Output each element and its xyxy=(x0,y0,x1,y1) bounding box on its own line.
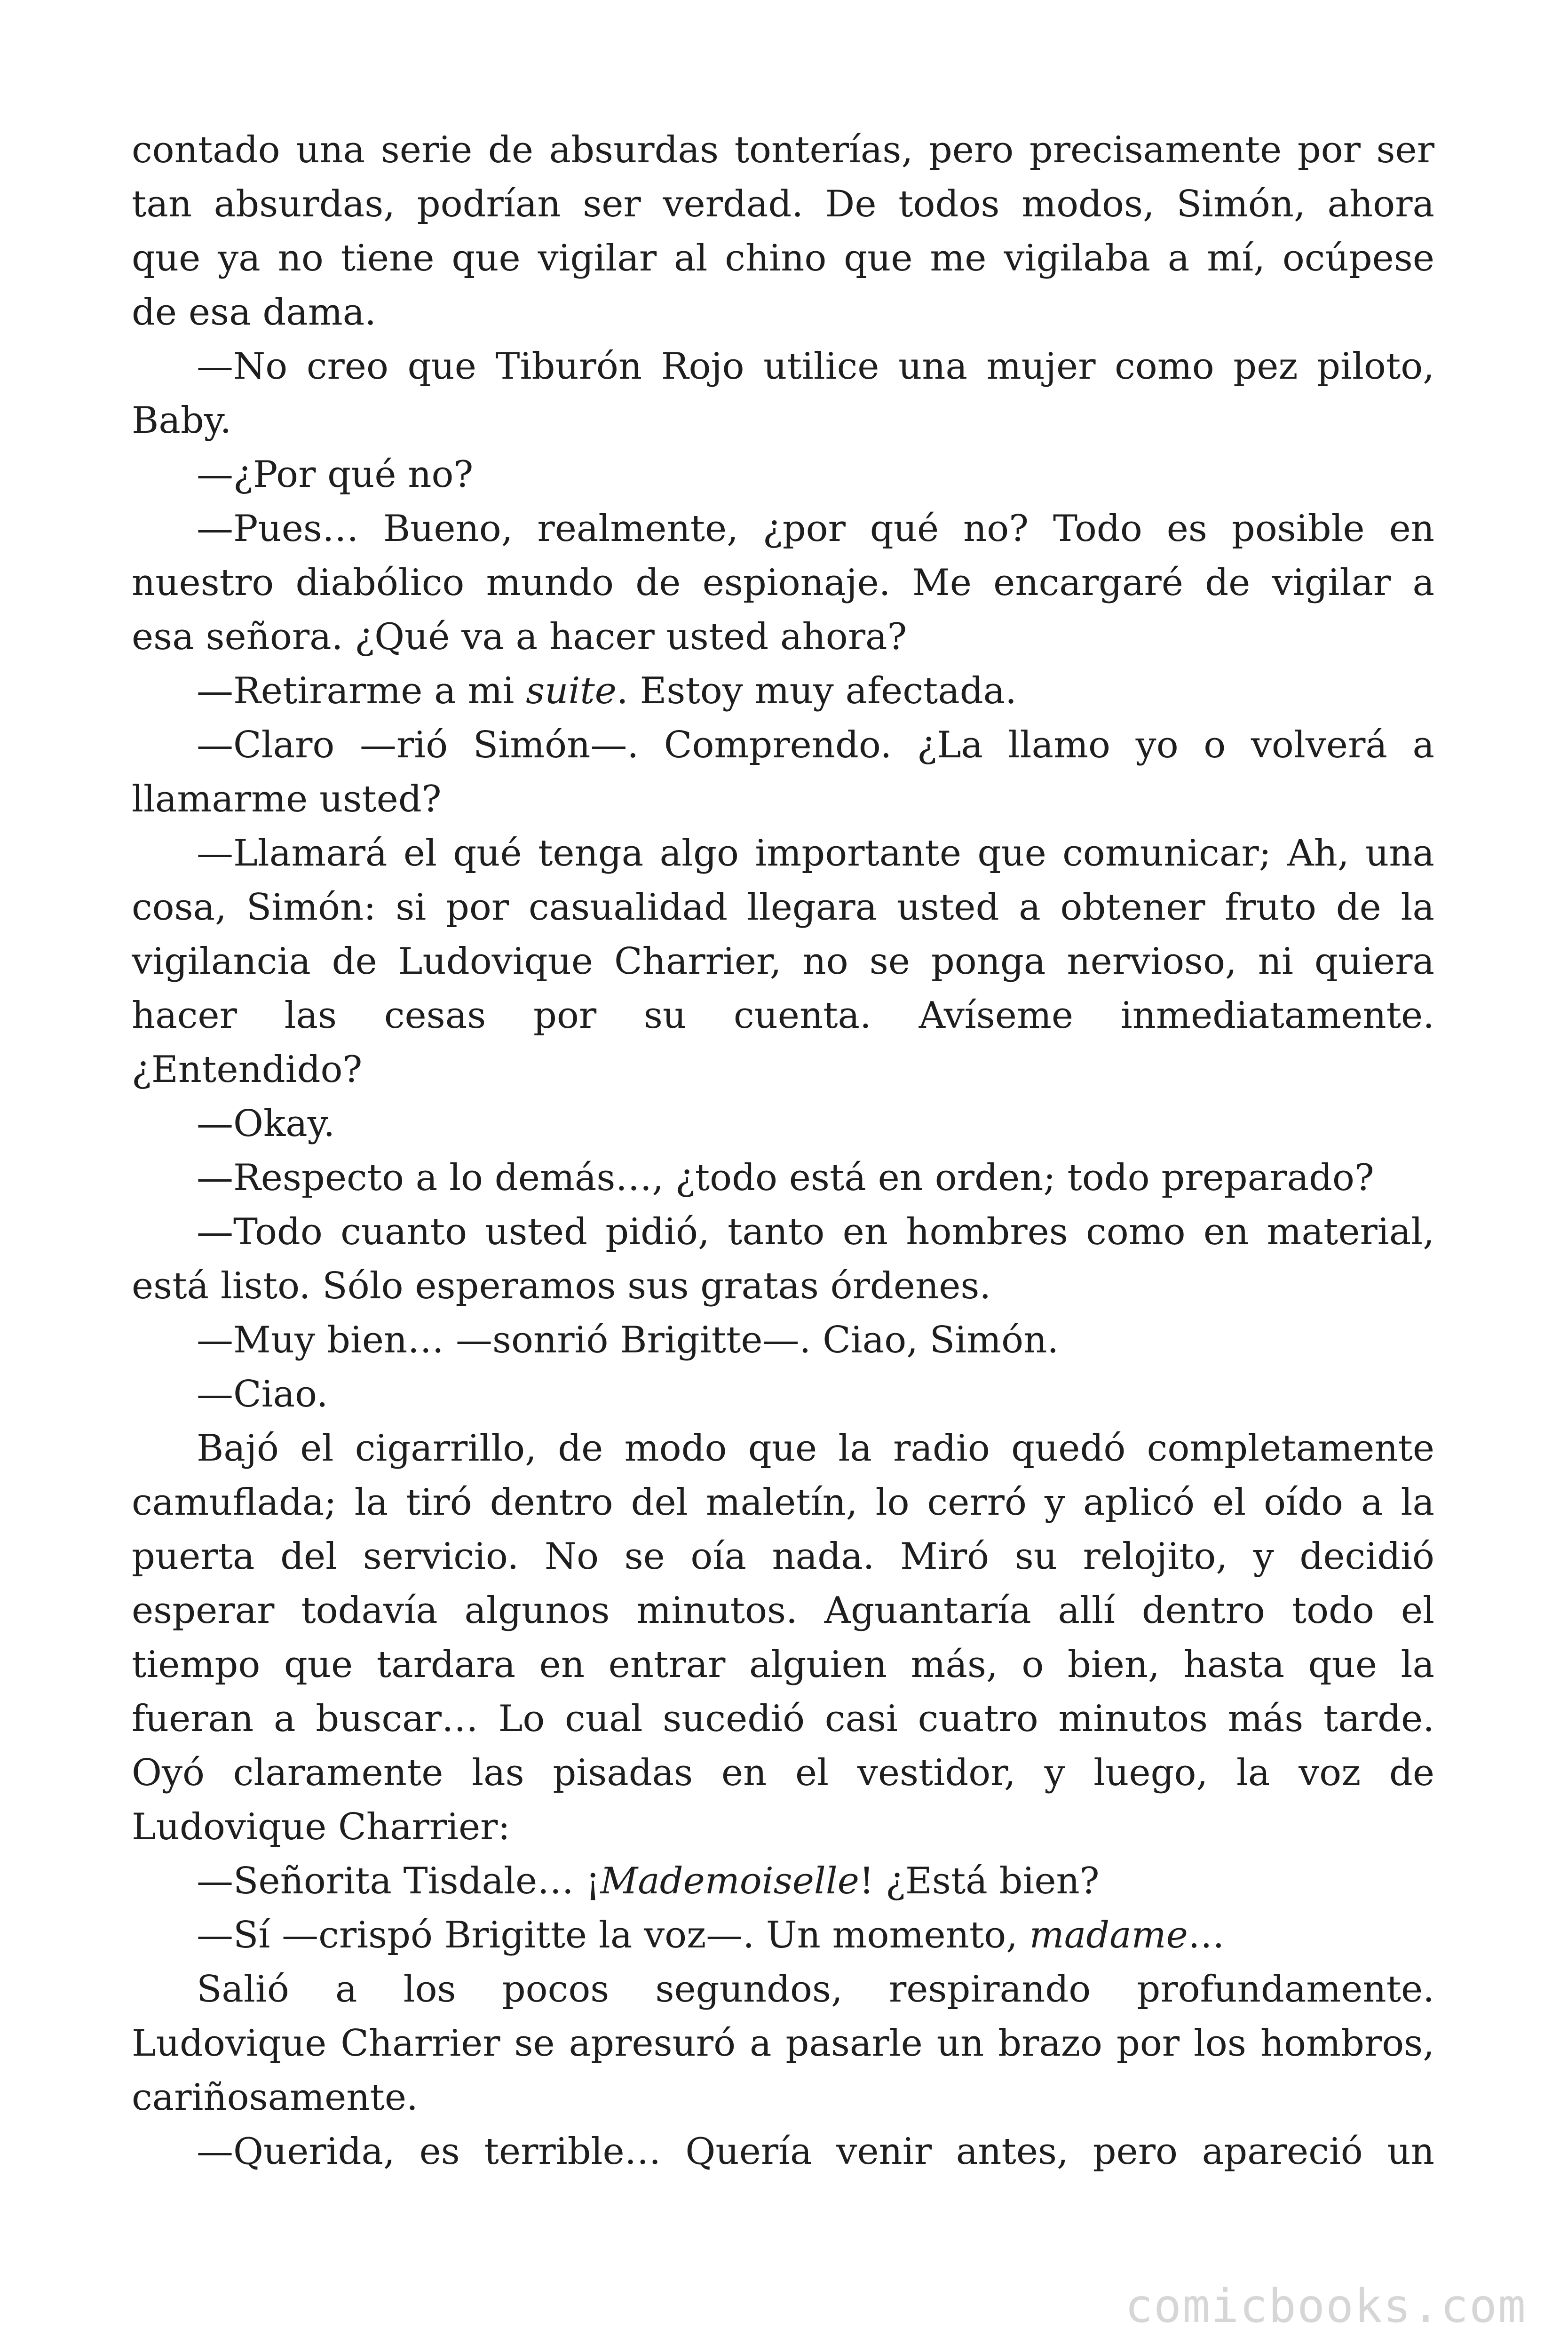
text-line xyxy=(132,177,1434,231)
text-line xyxy=(132,989,1434,1043)
text-segment: vigilancia de Ludovique Charrier, no se ponga nervioso, ni quiera xyxy=(132,940,1434,983)
text-line xyxy=(132,2125,1434,2179)
text-line xyxy=(132,502,1434,556)
text-line xyxy=(132,1854,1434,1908)
text-segment: —Querida, es terrible… Quería venir antes, pero apareció un xyxy=(197,2130,1434,2173)
text-line xyxy=(132,1800,1434,1854)
text-line xyxy=(132,556,1434,610)
text-segment: de esa dama. xyxy=(132,291,377,334)
text-line xyxy=(132,1313,1434,1367)
text-line xyxy=(132,1692,1434,1746)
text-line xyxy=(132,664,1434,718)
text-segment: nuestro diabólico mundo de espionaje. Me encargaré de vigilar a xyxy=(132,562,1434,604)
text-segment: —Respecto a lo demás…, ¿todo está en orden; todo preparado? xyxy=(197,1157,1374,1199)
text-segment: Bajó el cigarrillo, de modo que la radio quedó completamente xyxy=(197,1427,1434,1470)
text-segment: tan absurdas, podrían ser verdad. De todos modos, Simón, ahora xyxy=(132,183,1434,225)
page-text-body xyxy=(132,123,1434,2179)
text-segment: hacer las cesas por su cuenta. Avíseme inmediatamente. xyxy=(132,994,1434,1037)
text-segment: … xyxy=(1188,1914,1225,1956)
text-line xyxy=(132,1259,1434,1313)
text-line xyxy=(132,1746,1434,1800)
text-segment: —Sí —crispó Brigitte la voz—. Un momento, xyxy=(197,1914,1029,1956)
text-line xyxy=(132,1584,1434,1638)
text-segment: —Claro —rió Simón—. Comprendo. ¿La llamo yo o volverá a xyxy=(197,724,1434,766)
text-segment: contado una serie de absurdas tonterías, pero precisamente por ser xyxy=(132,129,1434,171)
text-segment: —Señorita Tisdale… ¡ xyxy=(197,1860,601,1902)
text-segment: —Muy bien… —sonrió Brigitte—. Ciao, Simón. xyxy=(197,1319,1059,1361)
text-segment: —No creo que Tiburón Rojo utilice una mujer como pez piloto, xyxy=(197,345,1434,388)
italic-text: madame xyxy=(1029,1914,1188,1956)
text-segment: —Okay. xyxy=(197,1103,335,1145)
text-line xyxy=(132,1043,1434,1097)
text-segment: —Todo cuanto usted pidió, tanto en hombres como en material, xyxy=(197,1211,1434,1253)
text-segment: que ya no tiene que vigilar al chino que me vigilaba a mí, ocúpese xyxy=(132,237,1434,279)
text-line xyxy=(132,2071,1434,2125)
text-segment: esperar todavía algunos minutos. Aguantaría allí dentro todo el xyxy=(132,1589,1434,1632)
text-segment: está listo. Sólo esperamos sus gratas órdenes. xyxy=(132,1265,991,1307)
text-segment: Salió a los pocos segundos, respirando profundamente. xyxy=(197,1968,1434,2010)
text-line xyxy=(132,448,1434,502)
text-segment: ! ¿Está bien? xyxy=(859,1860,1100,1902)
text-segment: cosa, Simón: si por casualidad llegara usted a obtener fruto de la xyxy=(132,886,1434,929)
text-line xyxy=(132,394,1434,448)
text-line xyxy=(132,772,1434,826)
text-line xyxy=(132,881,1434,935)
text-line xyxy=(132,610,1434,664)
text-segment: Oyó claramente las pisadas en el vestidor, y luego, la voz de xyxy=(132,1752,1434,1794)
text-segment: tiempo que tardara en entrar alguien más, o bien, hasta que la xyxy=(132,1644,1434,1686)
text-line xyxy=(132,1151,1434,1205)
text-segment: esa señora. ¿Qué va a hacer usted ahora? xyxy=(132,616,907,658)
text-line xyxy=(132,718,1434,772)
text-segment: —Llamará el qué tenga algo importante que comunicar; Ah, una xyxy=(197,832,1434,874)
text-segment: —Ciao. xyxy=(197,1373,328,1415)
text-segment: llamarme usted? xyxy=(132,778,442,820)
text-line xyxy=(132,1530,1434,1584)
text-line xyxy=(132,1908,1434,1963)
text-segment: Ludovique Charrier: xyxy=(132,1806,510,1848)
text-segment: —¿Por qué no? xyxy=(197,453,474,496)
text-segment: ¿Entendido? xyxy=(132,1049,363,1091)
text-segment: camuflada; la tiró dentro del maletín, lo cerró y aplicó el oído a la xyxy=(132,1481,1434,1524)
text-segment: —Retirarme a mi xyxy=(197,670,526,712)
text-line xyxy=(132,340,1434,394)
text-line xyxy=(132,1638,1434,1692)
italic-text: suite xyxy=(526,670,617,712)
text-line xyxy=(132,1422,1434,1476)
text-line xyxy=(132,1963,1434,2017)
text-line xyxy=(132,1205,1434,1259)
text-segment: fueran a buscar… Lo cual sucedió casi cuatro minutos más tarde. xyxy=(132,1698,1434,1740)
italic-text: Mademoiselle xyxy=(600,1860,859,1902)
watermark: comicbooks.com xyxy=(1125,2280,1527,2333)
text-line xyxy=(132,935,1434,989)
text-segment: Baby. xyxy=(132,399,232,442)
text-line xyxy=(132,231,1434,286)
text-line xyxy=(132,1367,1434,1422)
text-line xyxy=(132,1476,1434,1530)
text-line xyxy=(132,2017,1434,2071)
text-segment: . Estoy muy afectada. xyxy=(616,670,1017,712)
text-line xyxy=(132,826,1434,881)
text-line xyxy=(132,123,1434,177)
text-segment: Ludovique Charrier se apresuró a pasarle un brazo por los hombros, xyxy=(132,2022,1434,2065)
text-segment: puerta del servicio. No se oía nada. Miró su relojito, y decidió xyxy=(132,1535,1434,1578)
text-line xyxy=(132,286,1434,340)
text-line xyxy=(132,1097,1434,1151)
text-segment: cariñosamente. xyxy=(132,2076,418,2119)
text-segment: —Pues… Bueno, realmente, ¿por qué no? Todo es posible en xyxy=(197,508,1434,550)
